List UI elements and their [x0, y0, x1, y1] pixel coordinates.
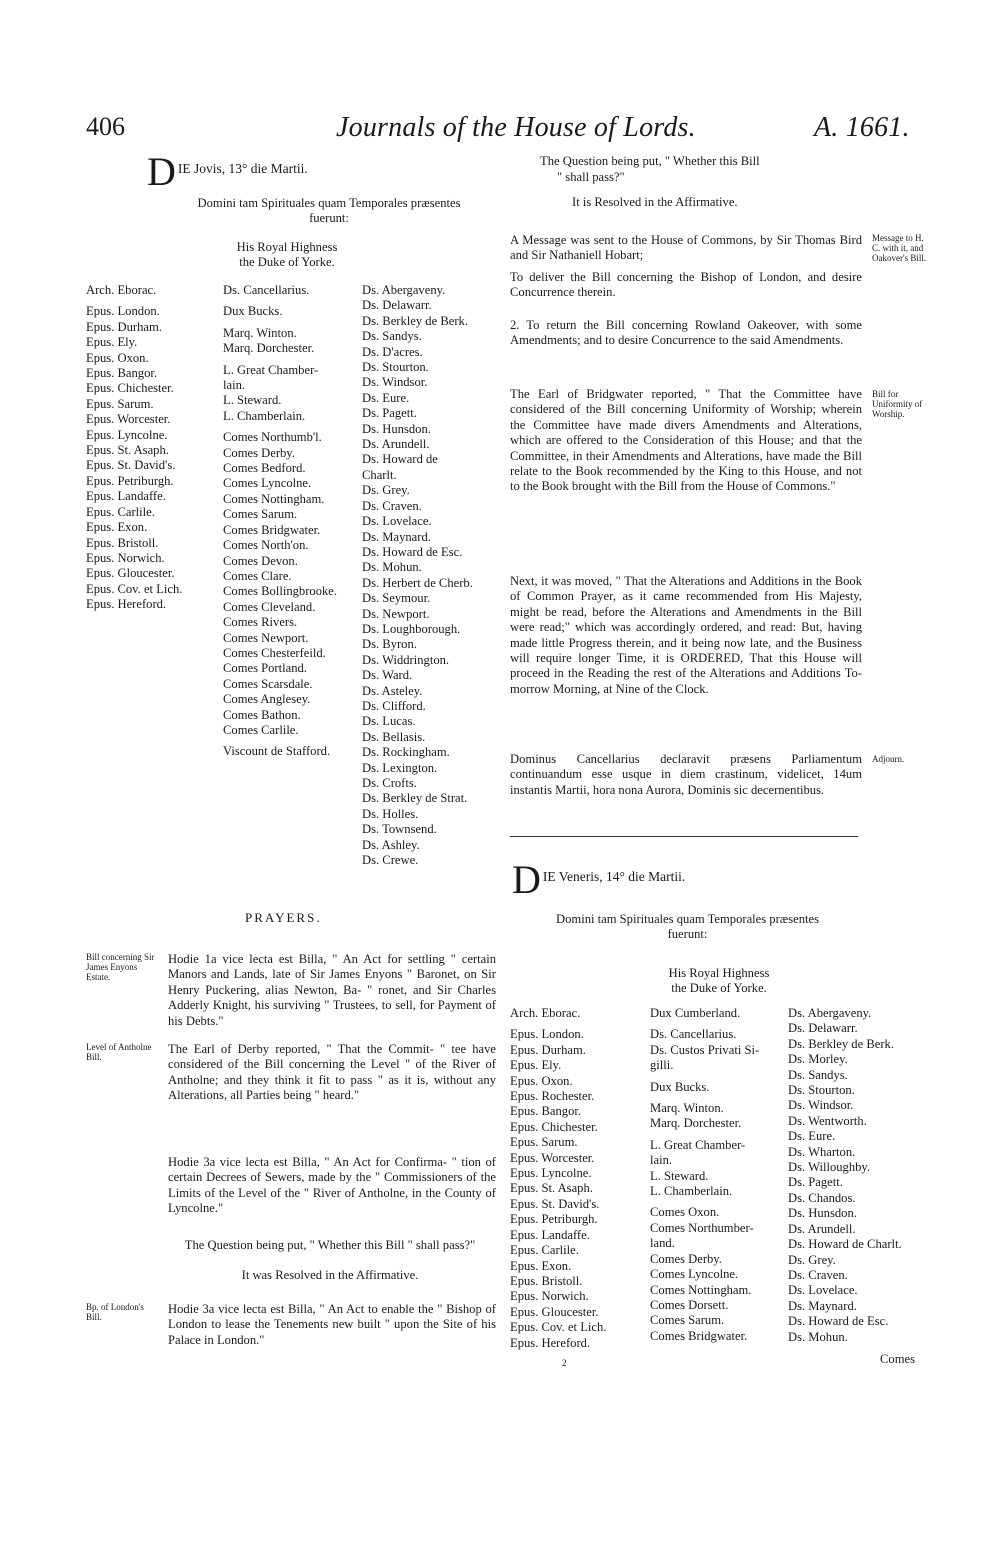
domini-line: Domini tam Spirituales quam Temporales præsentes — [556, 912, 819, 926]
list-item: Ds. Craven. — [788, 1267, 848, 1282]
list-item: Ds. Pagett. — [788, 1175, 843, 1190]
day1-royal — [212, 240, 362, 271]
list-item: Epus. Durham. — [86, 319, 162, 334]
drop-cap: D — [147, 149, 176, 194]
list-item: Ds. Arundell. — [788, 1221, 856, 1236]
list-item: Epus. Gloucester. — [510, 1304, 599, 1319]
list-item: Comes Bollingbrooke. — [223, 584, 338, 599]
day2-domini — [510, 912, 865, 943]
section-rule — [510, 836, 858, 837]
list-item: Marq. Dorchester. — [650, 1116, 742, 1131]
list-item: Ds. Eure. — [788, 1129, 836, 1144]
list-item: Epus. Sarum. — [510, 1135, 578, 1150]
list-item: lain. — [223, 378, 246, 393]
list-item: Epus. Bangor. — [510, 1104, 582, 1119]
margin-note: Adjourn. — [872, 754, 905, 764]
list-item: Epus. Rochester. — [510, 1089, 595, 1104]
catchword: Comes — [880, 1352, 915, 1366]
list-item: Arch. Eborac. — [510, 1006, 581, 1020]
entry-antholne-report: The Earl of Derby reported, " That the Commit- " tee have considered of the Bill concerning the Level " of the River of Antholne; and they think it fit to pass " as it is, without any Alterations, all Parties being " heard." — [168, 1042, 496, 1103]
day2-column-nobles — [650, 1006, 790, 1344]
list-item: Comes Nottingham. — [223, 491, 325, 506]
list-item: L. Chamberlain. — [650, 1184, 733, 1199]
list-item: Epus. Carlile. — [510, 1243, 579, 1258]
question-line: " shall pass?" — [557, 170, 625, 184]
list-item: Epus. Cov. et Lich. — [86, 581, 183, 596]
list-item: gilli. — [650, 1058, 674, 1073]
list-item: Ds. Stourton. — [362, 360, 429, 375]
list-item: Comes Sarum. — [223, 507, 298, 522]
adjourn-text: Dominus Cancellarius declaravit præsens Parliamentum continuandum esse usque in diem crastinum, videlicet, 14um instantis Martii, hora nona Aurora, Dominis sic decernentibus. — [510, 752, 862, 797]
question-line: The Question being put, " Whether this Bill — [540, 154, 760, 168]
list-item: Epus. London. — [86, 304, 160, 319]
list-item: Ds. Lovelace. — [362, 514, 432, 529]
drop-cap: D — [512, 857, 541, 902]
list-item: Dux Bucks. — [650, 1079, 710, 1094]
list-item: Epus. London. — [510, 1027, 584, 1042]
day2-heading-text: IE Veneris, 14° die Martii. — [542, 869, 686, 884]
list-item: Comes Nottingham. — [650, 1282, 752, 1297]
list-item: Ds. Asteley. — [362, 683, 423, 698]
list-item: Epus. Landaffe. — [86, 489, 166, 504]
day2-column-barons — [788, 1006, 938, 1345]
day2-royal — [644, 966, 794, 997]
list-item: Comes Lyncolne. — [223, 476, 312, 491]
list-item: Epus. St. David's. — [510, 1196, 600, 1211]
list-item: Epus. Durham. — [510, 1042, 586, 1057]
deliver-text: To deliver the Bill concerning the Bishop of London, and desire Concurrence therein. — [510, 270, 862, 300]
list-item: Ds. Newport. — [362, 606, 430, 621]
list-item: Epus. Carlile. — [86, 504, 155, 519]
list-item: Marq. Dorchester. — [223, 341, 315, 356]
list-item: Ds. Wharton. — [788, 1144, 856, 1159]
list-item: Epus. St. Asaph. — [86, 443, 169, 458]
prayers-heading: PRAYERS. — [245, 910, 322, 925]
list-item: Ds. Lovelace. — [788, 1283, 858, 1298]
list-item: Epus. Oxon. — [510, 1073, 573, 1088]
list-item: Epus. Bristoll. — [510, 1273, 583, 1288]
list-item: Comes Clare. — [223, 568, 292, 583]
list-item: lain. — [650, 1153, 673, 1168]
list-item: Ds. Byron. — [362, 637, 417, 652]
list-item: Ds. Widdrington. — [362, 652, 450, 667]
list-item: Ds. Townsend. — [362, 822, 437, 837]
page-number: 406 — [86, 112, 125, 141]
signature-mark: 2 — [562, 1358, 567, 1368]
list-item: Ds. Stourton. — [788, 1083, 855, 1098]
list-item: Ds. Lucas. — [362, 714, 416, 729]
list-item: Ds. Lexington. — [362, 760, 438, 775]
list-item: Comes Anglesey. — [223, 692, 311, 707]
margin-note: Message to H. C. with it, and Oakover's Bill. — [872, 233, 927, 263]
list-item: Epus. Petriburgh. — [86, 473, 174, 488]
list-item: Ds. Abergaveny. — [362, 283, 446, 297]
list-item: Ds. Cancellarius. — [650, 1027, 737, 1042]
list-item: Epus. Bangor. — [86, 366, 158, 381]
list-item: Ds. Windsor. — [362, 375, 428, 390]
day1-column-bishops — [86, 283, 216, 613]
list-item: Comes Bridgwater. — [223, 522, 321, 537]
list-item: Comes Carlile. — [223, 722, 299, 737]
list-item: Ds. Seymour. — [362, 591, 431, 606]
day1-column-nobles — [223, 283, 363, 760]
day1-heading-text: IE Jovis, 13° die Martii. — [177, 161, 308, 176]
list-item: Epus. Chichester. — [510, 1119, 598, 1134]
list-item: Ds. Crofts. — [362, 776, 417, 790]
list-item: Ds. Berkley de Strat. — [362, 791, 468, 806]
list-item: Ds. Cancellarius. — [223, 283, 310, 297]
list-item: Epus. Norwich. — [510, 1289, 589, 1304]
entry-london-bill: Hodie 3a vice lecta est Billa, " An Act to enable the " Bishop of London to lease the Tenements new built " upon the Site of his Palace in London." — [168, 1302, 496, 1347]
day1-domini — [148, 196, 510, 227]
list-item: Epus. Ely. — [86, 335, 138, 350]
list-item: Marq. Winton. — [223, 325, 297, 340]
list-item: Marq. Winton. — [650, 1101, 724, 1116]
list-item: Arch. Eborac. — [86, 283, 157, 297]
list-item: Ds. D'acres. — [362, 344, 423, 359]
margin-note: Bp. of London's Bill. — [86, 1302, 144, 1322]
list-item: Ds. Crewe. — [362, 853, 419, 868]
domini-line: fuerunt: — [667, 927, 708, 942]
list-item: Ds. Maynard. — [788, 1298, 857, 1313]
list-item: Epus. Sarum. — [86, 396, 154, 411]
royal-line: His Royal Highness — [668, 966, 770, 980]
list-item: Epus. Hereford. — [86, 597, 167, 612]
list-item: Ds. Maynard. — [362, 529, 431, 544]
list-item: Epus. Oxon. — [86, 350, 149, 365]
list-item: Ds. Clifford. — [362, 698, 426, 713]
list-item: Comes Lyncolne. — [650, 1267, 739, 1282]
list-item: Dux Cumberland. — [650, 1006, 741, 1020]
list-item: Ds. Grey. — [362, 483, 410, 498]
list-item: Ds. Berkley de Berk. — [362, 313, 468, 328]
list-item: L. Great Chamber- — [650, 1137, 746, 1152]
list-item: Ds. Delawarr. — [362, 298, 432, 313]
list-item: Ds. Ashley. — [362, 837, 420, 852]
list-item: Ds. Mohun. — [788, 1329, 848, 1344]
list-item: Ds. Willoughby. — [788, 1160, 871, 1175]
year: A. 1661. — [814, 112, 910, 143]
entry-question: The Question being put, " Whether this Bill " shall pass?" — [184, 1238, 476, 1252]
list-item: Epus. Gloucester. — [86, 566, 175, 581]
list-item: Ds. Eure. — [362, 390, 410, 405]
list-item: Ds. Ward. — [362, 668, 413, 683]
list-item: Comes Dorsett. — [650, 1297, 729, 1312]
list-item: Comes Bathon. — [223, 707, 301, 722]
list-item: Ds. Hunsdon. — [788, 1206, 857, 1221]
list-item: L. Steward. — [223, 393, 282, 408]
list-item: Comes Bridgwater. — [650, 1328, 748, 1343]
list-item: Epus. St. Asaph. — [510, 1181, 593, 1196]
list-item: Comes Derby. — [650, 1251, 722, 1266]
list-item: L. Chamberlain. — [223, 408, 306, 423]
return-text: 2. To return the Bill concerning Rowland Oakeover, with some Amendments; and to desire Concurrence to the said Amendments. — [510, 318, 862, 348]
journal-title: Journals of the House of Lords. — [336, 112, 696, 143]
list-item: Epus. Hereford. — [510, 1335, 591, 1350]
day1-column-barons — [362, 283, 512, 868]
domini-line: fuerunt: — [309, 211, 349, 226]
list-item: Comes Newport. — [223, 630, 309, 645]
list-item: Comes Scarsdale. — [223, 676, 313, 691]
uniformity-text: The Earl of Bridgwater reported, " That the Committee have considered of the Bill concerning Uniformity of Worship; wherein the Committee have made divers Amendments and Alterations, which are offered to the Consideration of this House; and that the Committee, in their Amendments and Alterations, have made the Bill relate to the Book recommended by the King to this House, and not to the Book brought with the Bill from the House of Commons." — [510, 387, 862, 494]
list-item: Comes Northumb'l. — [223, 430, 322, 445]
list-item: Ds. Holles. — [362, 806, 419, 821]
list-item: Ds. Custos Privati Si- — [650, 1042, 760, 1057]
list-item: Epus. Cov. et Lich. — [510, 1320, 607, 1335]
list-item: Ds. Howard de Esc. — [362, 544, 463, 559]
list-item: Ds. Morley. — [788, 1052, 848, 1067]
list-item: Comes Oxon. — [650, 1205, 720, 1220]
list-item: Ds. Rockingham. — [362, 745, 450, 760]
list-item: Dux Bucks. — [223, 304, 283, 319]
margin-note: Bill concerning Sir James Enyons Estate. — [86, 952, 155, 982]
list-item: Comes Bedford. — [223, 461, 306, 476]
royal-line: His Royal Highness — [236, 240, 338, 254]
list-item: Ds. Howard de — [362, 452, 438, 467]
list-item: Ds. Windsor. — [788, 1098, 854, 1113]
list-item: Ds. Wentworth. — [788, 1113, 867, 1128]
entry-resolved: It was Resolved in the Affirmative. — [241, 1268, 419, 1282]
list-item: Ds. Loughborough. — [362, 621, 461, 636]
list-item: Comes Derby. — [223, 445, 295, 460]
list-item: Comes Portland. — [223, 661, 307, 676]
list-item: Epus. Bristoll. — [86, 535, 159, 550]
list-item: Comes North'on. — [223, 538, 309, 553]
list-item: Ds. Abergaveny. — [788, 1006, 872, 1020]
list-item: Epus. Landaffe. — [510, 1227, 590, 1242]
list-item: Epus. Norwich. — [86, 550, 165, 565]
day2-heading — [512, 857, 872, 902]
list-item: Comes Northumber- — [650, 1220, 754, 1235]
list-item: Epus. Lyncolne. — [510, 1166, 592, 1181]
day2-column-bishops — [510, 1006, 640, 1351]
list-item: Ds. Herbert de Cherb. — [362, 575, 473, 590]
margin-note: Level of Antholne Bill. — [86, 1042, 152, 1062]
list-item: Ds. Howard de Esc. — [788, 1314, 889, 1329]
list-item: Ds. Delawarr. — [788, 1021, 858, 1036]
entry-sewers: Hodie 3a vice lecta est Billa, " An Act for Confirma- " tion of certain Decrees of Sewers, made by the " Commissioners of the Limits of the Level of the " River of Antholne, in the County of Lyncolne." — [168, 1155, 496, 1216]
list-item: Ds. Hunsdon. — [362, 421, 431, 436]
list-item: Ds. Chandos. — [788, 1190, 856, 1205]
list-item: Ds. Pagett. — [362, 406, 417, 421]
domini-line: Domini tam Spirituales quam Temporales præsentes — [197, 196, 461, 210]
list-item: Comes Rivers. — [223, 615, 298, 630]
list-item: Ds. Grey. — [788, 1252, 836, 1267]
list-item: Ds. Bellasis. — [362, 729, 426, 744]
list-item: Comes Cleveland. — [223, 599, 316, 614]
royal-line: the Duke of Yorke. — [671, 981, 767, 996]
list-item: Epus. Exon. — [510, 1258, 572, 1273]
list-item: Ds. Sandys. — [362, 329, 422, 344]
list-item: Epus. Worcester. — [510, 1150, 595, 1165]
list-item: Epus. Worcester. — [86, 412, 171, 427]
list-item: Charlt. — [362, 467, 397, 482]
list-item: Epus. Exon. — [86, 520, 148, 535]
list-item: L. Great Chamber- — [223, 362, 319, 377]
list-item: land. — [650, 1236, 675, 1251]
list-item: L. Steward. — [650, 1168, 709, 1183]
royal-line: the Duke of Yorke. — [239, 255, 335, 270]
list-item: Comes Chesterfeild. — [223, 645, 326, 660]
list-item: Comes Sarum. — [650, 1313, 725, 1328]
list-item: Viscount de Stafford. — [223, 744, 331, 759]
list-item: Comes Devon. — [223, 553, 298, 568]
list-item: Ds. Howard de Charlt. — [788, 1237, 902, 1252]
list-item: Epus. Lyncolne. — [86, 427, 168, 442]
day1-heading — [147, 149, 507, 194]
resolved-line: It is Resolved in the Affirmative. — [572, 195, 738, 209]
next-text: Next, it was moved, " That the Alterations and Additions in the Book of Common Prayer, as it came recommended from His Majesty, might be read, before the Alterations and Amendments in the Bill were read;" which was accordingly ordered, and read: But, having made little Progress therein, and it being now late, and the Business will require longer Time, it is ORDERED, That this House will proceed in the Reading the rest of the Alterations and Additions To-morrow Morning, at Nine of the Clock. — [510, 574, 862, 696]
list-item: Ds. Mohun. — [362, 560, 422, 575]
list-item: Ds. Craven. — [362, 498, 422, 513]
entry-enyons: Hodie 1a vice lecta est Billa, " An Act for settling " certain Manors and Lands, late of Sir James Enyons " Baronet, on Sir Henry Puckering, alias Newton, Ba- " ronet, and Sir Charles Adderly Knight, his surviving " Trustees, to sell, for Payment of his Debts." — [168, 952, 496, 1028]
list-item: Ds. Berkley de Berk. — [788, 1036, 894, 1051]
list-item: Epus. Chichester. — [86, 381, 174, 396]
list-item: Ds. Arundell. — [362, 437, 430, 452]
list-item: Epus. Ely. — [510, 1058, 562, 1073]
message-text: A Message was sent to the House of Commons, by Sir Thomas Bird and Sir Nathaniell Hobart; — [510, 233, 862, 263]
list-item: Ds. Sandys. — [788, 1067, 848, 1082]
margin-note: Bill for Uniformity of Worship. — [872, 389, 923, 419]
list-item: Epus. Petriburgh. — [510, 1212, 598, 1227]
list-item: Epus. St. David's. — [86, 458, 176, 473]
